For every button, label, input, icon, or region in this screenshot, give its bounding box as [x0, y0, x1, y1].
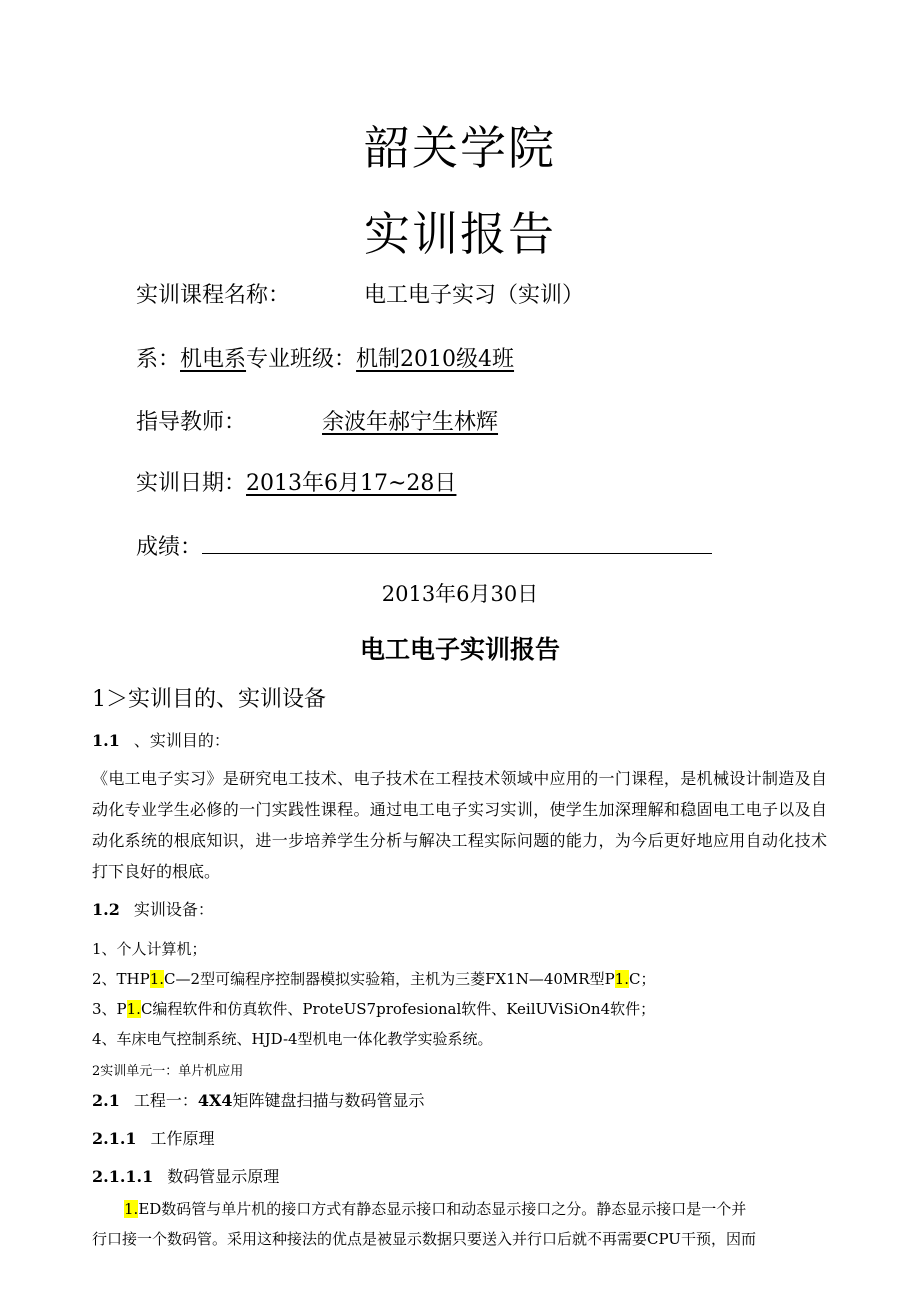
course-row	[136, 278, 584, 309]
equipment-item-2	[92, 968, 655, 989]
section-1-2-heading	[92, 897, 214, 920]
equipment-item-1: 1、个人计算机；	[92, 940, 207, 958]
highlighted-text: 1.	[124, 1200, 139, 1218]
item-text: C—2型可编程序控制器模拟实验箱，主机为三菱FX1N—40MR型P	[164, 970, 615, 988]
date-value: 2013年6月17~28日	[246, 471, 457, 496]
section-number: 2.1.1	[92, 1129, 137, 1148]
purpose-paragraph: 《电工电子实习》是研究电工技术、电子技术在工程技术领域中应用的一门课程，是机械设计制造及自动化专业学生必修的一门实践性课程。通过电工电子实习实训，使学生加深理解和稳固电工电子以及自动化系统的根底知识，进一步培养学生分析与解决工程实际问题的能力，为今后更好地应用自动化技术打下良好的根底。	[92, 769, 827, 881]
document-type: 实训报告	[364, 207, 556, 261]
section-2-1-heading	[92, 1088, 425, 1111]
grade-label: 成绩：	[136, 535, 203, 560]
paragraph-text: ED数码管与单片机的接口方式有静态显示接口和动态显示接口之分。静态显示接口是一个并	[138, 1200, 747, 1218]
dept-class-row	[136, 342, 514, 373]
highlighted-text: 1.	[614, 970, 629, 988]
section-2-1-1-1-heading	[92, 1164, 279, 1187]
section-1-1-heading	[92, 728, 230, 751]
equipment-item-4: 4、车床电气控制系统、HJD-4型机电一体化教学实验系统。	[92, 1030, 493, 1048]
report-date: 2013年6月30日	[381, 582, 539, 606]
school-name: 韶关学院	[364, 121, 556, 175]
grade-row	[136, 530, 712, 561]
grade-blank-line	[202, 535, 712, 554]
section-number: 1.2	[92, 900, 120, 919]
section-title-bold: 4X4	[197, 1091, 233, 1110]
unit-2-heading: 2实训单元一：单片机应用	[92, 1064, 244, 1079]
item-text: C编程软件和仿真软件、ProteUS7profesional软件、KeilUViSiOn4软件；	[140, 1000, 656, 1018]
dept-label: 系：	[136, 347, 181, 372]
section-1-heading: 1＞实训目的、实训设备	[92, 687, 326, 712]
section-number: 2.1.1.1	[92, 1167, 154, 1186]
date-row	[136, 466, 456, 497]
dept-value: 机电系	[180, 347, 247, 372]
display-paragraph-line-2: 行口接一个数码管。采用这种接法的优点是被显示数据只要送入并行口后就不再需要CPU干预，因而	[92, 1230, 756, 1248]
teacher-row	[136, 405, 498, 436]
teacher-value: 余波年郝宁生林辉	[322, 410, 499, 435]
display-paragraph-line-1	[124, 1198, 746, 1219]
date-label: 实训日期：	[136, 471, 247, 496]
section-title: 工程一：	[133, 1091, 198, 1110]
course-label: 实训课程名称：	[136, 283, 291, 308]
section-number: 1.1	[92, 731, 120, 750]
section-title: 实训设备：	[133, 900, 214, 919]
teacher-label: 指导教师：	[136, 410, 247, 435]
course-value: 电工电子实习（实训）	[364, 283, 585, 308]
highlighted-text: 1.	[126, 1000, 141, 1018]
class-label: 专业班级：	[246, 347, 357, 372]
class-value: 机制2010级4班	[356, 347, 515, 372]
item-text: 3、P	[92, 1000, 127, 1018]
equipment-item-3	[92, 998, 655, 1019]
section-number: 2.1	[92, 1091, 120, 1110]
item-text: 2、THP	[92, 970, 150, 988]
section-2-1-1-heading	[92, 1126, 215, 1149]
section-title: 矩阵键盘扫描与数码管显示	[232, 1091, 425, 1110]
highlighted-text: 1.	[149, 970, 165, 988]
section-title: 数码管显示原理	[167, 1167, 280, 1186]
section-title: 、实训目的：	[133, 731, 230, 750]
report-title: 电工电子实训报告	[359, 635, 560, 664]
item-text: C；	[628, 970, 656, 988]
section-title: 工作原理	[150, 1129, 215, 1148]
